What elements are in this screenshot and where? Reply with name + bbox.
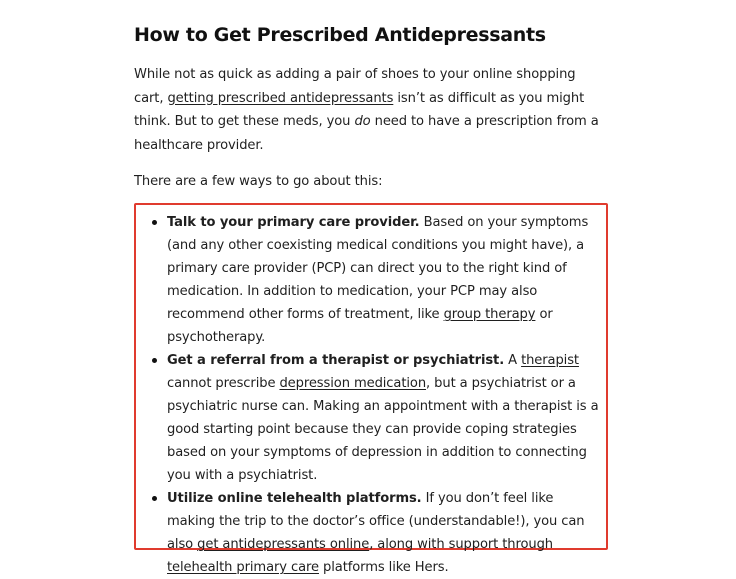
intro-text: While not as quick as adding a pair of shoes to your online shopping cart, (134, 67, 576, 106)
getting-prescribed-antidepressants-link[interactable]: getting prescribed antidepressants (167, 90, 394, 106)
list-item-text: , but a psychiatrist or a psychiatric nurse can. Making an appointment with a therapist is a good starting point because they can provide coping strategies based on your symptoms of depression in addition to connecting you with a psychiatrist. (167, 376, 599, 483)
group-therapy-link[interactable]: group therapy (443, 307, 536, 322)
article (134, 22, 604, 194)
list-item-text: Based on your symptoms (and any other coexisting medical conditions you might have), a primary care provider (PCP) can direct you to the right kind of medication. In addition to medication, your PCP may also recommend other forms of treatment, like (167, 215, 589, 322)
telehealth-primary-care-link[interactable]: telehealth primary care (167, 560, 319, 575)
list-item-title: Get a referral from a therapist or psychiatrist. (167, 353, 505, 368)
therapist-link[interactable]: therapist (521, 353, 579, 368)
lead-paragraph: There are a few ways to go about this: (134, 174, 383, 189)
list-item-text: cannot prescribe (167, 376, 280, 391)
depression-medication-link[interactable]: depression medication (279, 376, 427, 391)
get-antidepressants-online-link[interactable]: get antidepressants online (197, 537, 370, 552)
list-item-text: A (504, 353, 522, 368)
intro-paragraph (134, 63, 604, 157)
list-item (151, 349, 599, 487)
section-heading: How to Get Prescribed Antidepressants (134, 24, 546, 46)
list-item-title: Utilize online telehealth platforms. (167, 491, 422, 506)
list-item-text: If you don’t feel like making the trip to the doctor’s office (understandable!), you can also (167, 491, 585, 552)
list-item (151, 487, 599, 579)
list-item-text: , along with support through (369, 537, 553, 552)
list-item-text: platforms like Hers. (318, 560, 449, 575)
intro-text: need to have a prescription from a healthcare provider. (134, 114, 599, 153)
list-item-title: Talk to your primary care provider. (167, 215, 420, 230)
intro-emphasis: do (354, 114, 371, 129)
ways-list (151, 211, 599, 579)
list-item-text: or psychotherapy. (167, 307, 553, 345)
intro-text: isn’t as difficult as you might think. But to get these meds, you (134, 90, 585, 129)
list-item (151, 211, 599, 349)
